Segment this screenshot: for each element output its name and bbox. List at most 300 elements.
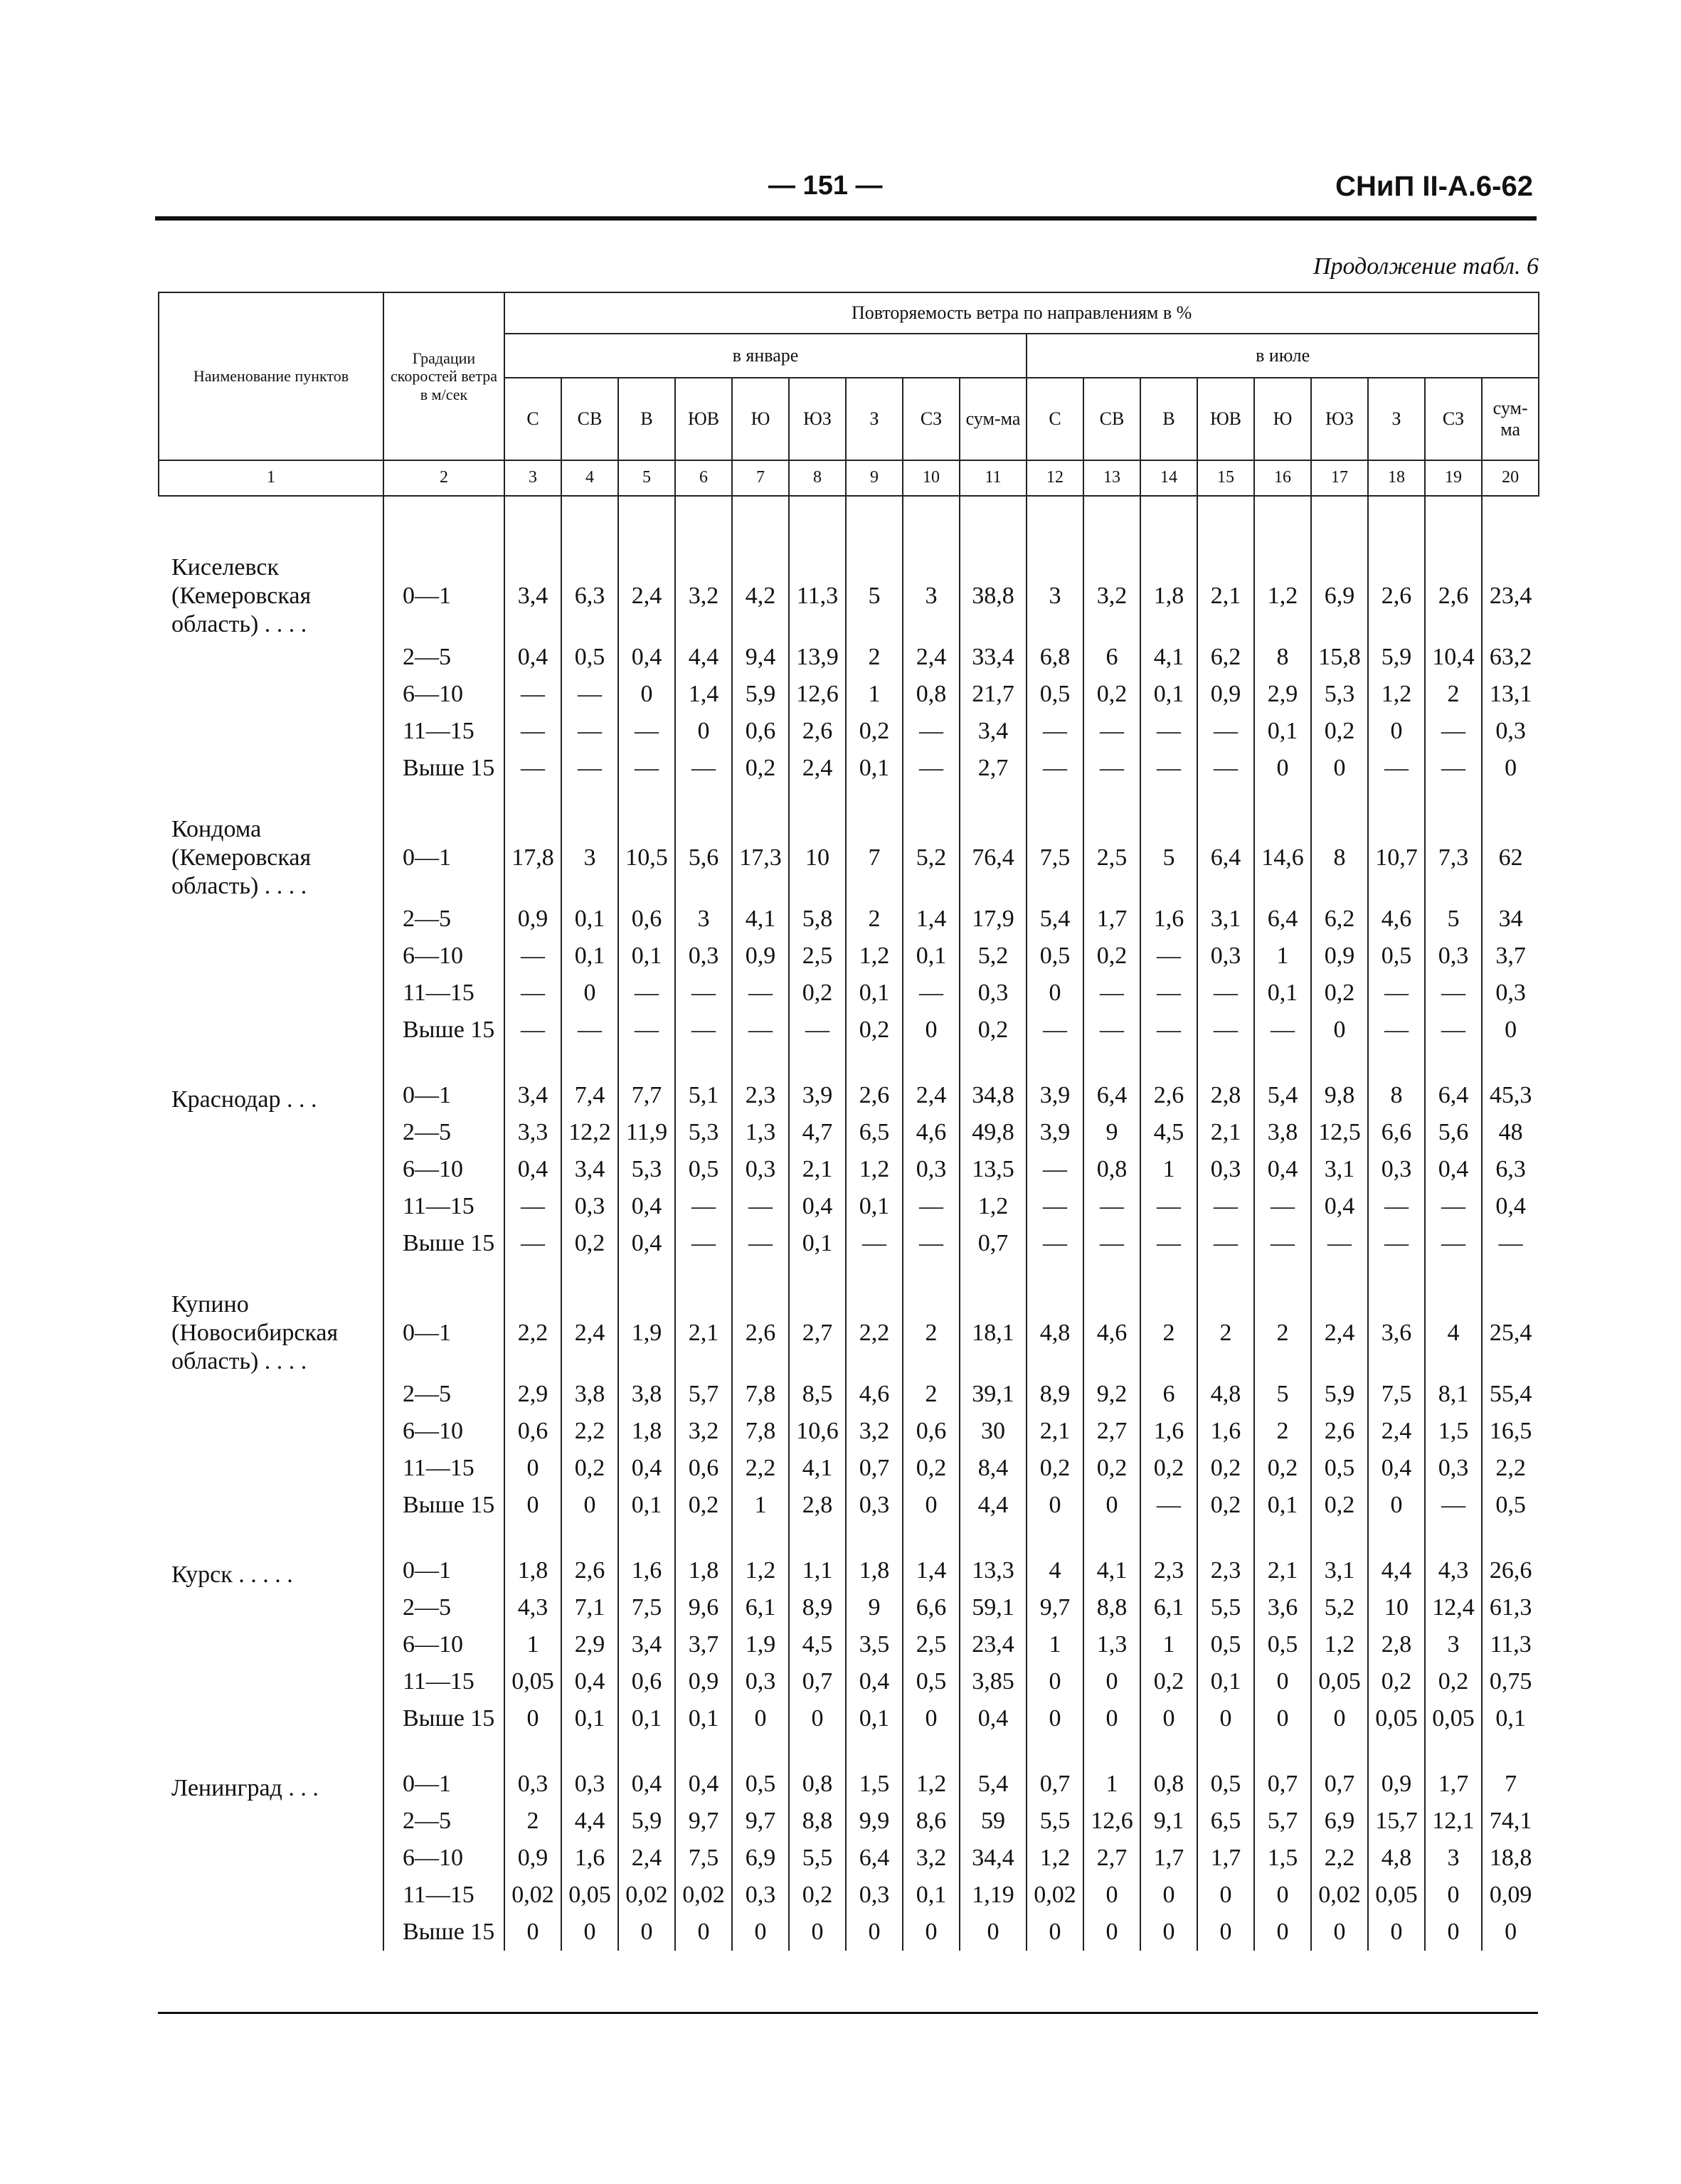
station-name-blank: [159, 1840, 383, 1877]
speed-gradation: 0—1: [383, 1552, 504, 1589]
spacer-cell: [846, 496, 903, 553]
frequency-value: 59: [960, 1803, 1027, 1840]
station-name: Киселевск (Кемеровская область) . . . .: [171, 554, 312, 637]
frequency-value: 1,2: [903, 1766, 960, 1803]
frequency-value: 0,2: [561, 1225, 618, 1262]
frequency-value: 0,02: [618, 1877, 675, 1914]
frequency-value: 0: [675, 713, 732, 750]
frequency-value: 0,6: [618, 901, 675, 938]
spacer-cell: [1425, 1262, 1482, 1290]
frequency-value: 0,1: [618, 1700, 675, 1737]
frequency-value: 8,5: [789, 1376, 846, 1413]
frequency-value: 2,8: [1368, 1626, 1425, 1663]
spacer-cell: [504, 1262, 561, 1290]
spacer-cell: [383, 1737, 504, 1766]
spacer-row: [159, 1262, 1539, 1290]
frequency-value: 11,9: [618, 1114, 675, 1151]
frequency-value: 45,3: [1482, 1077, 1539, 1114]
frequency-value: 0,2: [1311, 975, 1368, 1012]
column-number: 6: [675, 460, 732, 496]
frequency-value: —: [1197, 713, 1254, 750]
frequency-value: —: [618, 1012, 675, 1049]
frequency-value: 34,4: [960, 1840, 1027, 1877]
frequency-value: 3,1: [1311, 1552, 1368, 1589]
frequency-value: 0,2: [1311, 1487, 1368, 1524]
frequency-value: 2,1: [1254, 1552, 1311, 1589]
frequency-value: —: [561, 713, 618, 750]
spacer-cell: [1254, 496, 1311, 553]
frequency-value: 1,2: [960, 1188, 1027, 1225]
spacer-cell: [1140, 1737, 1197, 1766]
frequency-value: 0,1: [561, 901, 618, 938]
frequency-value: —: [504, 750, 561, 787]
frequency-value: 39,1: [960, 1376, 1027, 1413]
spacer-cell: [675, 787, 732, 815]
spacer-row: [159, 1524, 1539, 1552]
frequency-value: 0: [1027, 1914, 1083, 1951]
frequency-value: 5,9: [732, 676, 789, 713]
frequency-value: 0,6: [903, 1413, 960, 1450]
frequency-value: 2,4: [789, 750, 846, 787]
spacer-cell: [1083, 1524, 1140, 1552]
frequency-value: 0,3: [1482, 975, 1539, 1012]
frequency-value: 0: [1254, 1700, 1311, 1737]
frequency-value: 0: [960, 1914, 1027, 1951]
speed-gradation: Выше 15: [383, 750, 504, 787]
frequency-value: —: [732, 1188, 789, 1225]
frequency-value: 7,4: [561, 1077, 618, 1114]
frequency-value: 0,7: [1311, 1766, 1368, 1803]
frequency-value: 0,5: [561, 639, 618, 676]
spacer-cell: [1368, 496, 1425, 553]
frequency-value: 1,7: [1083, 901, 1140, 938]
spacer-cell: [1140, 1049, 1197, 1077]
frequency-value: 7,5: [1368, 1376, 1425, 1413]
page-number: — 151 —: [768, 171, 883, 201]
frequency-value: 0,7: [1254, 1766, 1311, 1803]
frequency-value: 0: [1027, 1700, 1083, 1737]
frequency-value: 5,5: [789, 1840, 846, 1877]
frequency-value: 0: [504, 1450, 561, 1487]
frequency-value: 0,02: [675, 1877, 732, 1914]
table-row: [159, 1290, 1539, 1376]
frequency-value: 0,5: [1482, 1487, 1539, 1524]
column-number: 20: [1482, 460, 1539, 496]
speed-gradation: Выше 15: [383, 1225, 504, 1262]
frequency-value: 0: [1083, 1663, 1140, 1700]
frequency-value: —: [903, 1188, 960, 1225]
frequency-value: —: [1482, 1225, 1539, 1262]
header-station-name: Наименование пунктов: [159, 292, 383, 460]
column-number: 1: [159, 460, 383, 496]
frequency-value: 6,1: [1140, 1589, 1197, 1626]
frequency-value: —: [1368, 1012, 1425, 1049]
frequency-value: —: [1140, 1188, 1197, 1225]
frequency-value: 0,1: [903, 938, 960, 975]
frequency-value: 0,4: [504, 1151, 561, 1188]
frequency-value: 0,3: [504, 1766, 561, 1803]
frequency-value: —: [1425, 1225, 1482, 1262]
frequency-value: 3,4: [504, 1077, 561, 1114]
frequency-value: 5,3: [1311, 676, 1368, 713]
frequency-value: 2,6: [1140, 1077, 1197, 1114]
frequency-value: —: [1083, 750, 1140, 787]
frequency-value: 0,1: [789, 1225, 846, 1262]
frequency-value: 0,4: [1311, 1188, 1368, 1225]
station-name-blank: [159, 1413, 383, 1450]
station-name-blank: [159, 901, 383, 938]
header-wind-frequency: Повторяемость ветра по направлениям в %: [504, 292, 1539, 334]
frequency-value: 18,1: [960, 1290, 1027, 1376]
frequency-value: 0: [1311, 1914, 1368, 1951]
frequency-value: —: [1140, 1012, 1197, 1049]
table-row: [159, 1077, 1539, 1114]
spacer-cell: [1425, 787, 1482, 815]
header-january: в январе: [504, 334, 1027, 378]
frequency-value: 0,6: [618, 1663, 675, 1700]
frequency-value: 4,6: [1083, 1290, 1140, 1376]
frequency-value: 3,3: [504, 1114, 561, 1151]
frequency-value: 10: [789, 815, 846, 901]
frequency-value: 0,1: [561, 938, 618, 975]
frequency-value: 0,1: [618, 938, 675, 975]
frequency-value: —: [1027, 750, 1083, 787]
frequency-value: 0,5: [1027, 676, 1083, 713]
frequency-value: 0,3: [1197, 938, 1254, 975]
frequency-value: 74,1: [1482, 1803, 1539, 1840]
spacer-cell: [846, 787, 903, 815]
frequency-value: 7,7: [618, 1077, 675, 1114]
frequency-value: 0,5: [1027, 938, 1083, 975]
frequency-value: 4,6: [1368, 901, 1425, 938]
spacer-cell: [1311, 1524, 1368, 1552]
spacer-cell: [504, 787, 561, 815]
frequency-value: 0,5: [903, 1663, 960, 1700]
frequency-value: 3,2: [675, 1413, 732, 1450]
frequency-value: 0,4: [675, 1766, 732, 1803]
frequency-value: —: [504, 938, 561, 975]
frequency-value: 0,4: [1368, 1450, 1425, 1487]
frequency-value: 2,4: [618, 553, 675, 639]
frequency-value: 5,7: [1254, 1803, 1311, 1840]
frequency-value: 13,5: [960, 1151, 1027, 1188]
frequency-value: 2,1: [789, 1151, 846, 1188]
frequency-value: 48: [1482, 1114, 1539, 1151]
frequency-value: 5,9: [1311, 1376, 1368, 1413]
frequency-value: 6,9: [732, 1840, 789, 1877]
frequency-value: 7: [1482, 1766, 1539, 1803]
frequency-value: 3,4: [561, 1151, 618, 1188]
frequency-value: 13,9: [789, 639, 846, 676]
frequency-value: 0: [1027, 1663, 1083, 1700]
table-row: [159, 639, 1539, 676]
frequency-value: 2: [846, 901, 903, 938]
frequency-value: 2,6: [1425, 553, 1482, 639]
frequency-value: 3,2: [846, 1413, 903, 1450]
frequency-value: 5: [1140, 815, 1197, 901]
spacer-cell: [789, 1737, 846, 1766]
frequency-value: 0,8: [903, 676, 960, 713]
frequency-value: —: [561, 1012, 618, 1049]
frequency-value: 0,4: [1425, 1151, 1482, 1188]
spacer-cell: [561, 1262, 618, 1290]
frequency-value: 16,5: [1482, 1413, 1539, 1450]
frequency-value: 4,3: [504, 1589, 561, 1626]
spacer-cell: [675, 1049, 732, 1077]
frequency-value: 2,6: [789, 713, 846, 750]
frequency-value: 23,4: [1482, 553, 1539, 639]
frequency-value: 4,8: [1197, 1376, 1254, 1413]
frequency-value: 2: [903, 1290, 960, 1376]
spacer-cell: [789, 496, 846, 553]
spacer-cell: [618, 787, 675, 815]
frequency-value: 0,3: [561, 1188, 618, 1225]
frequency-value: 2,1: [675, 1290, 732, 1376]
frequency-value: 0,5: [675, 1151, 732, 1188]
spacer-cell: [1425, 496, 1482, 553]
frequency-value: 0,2: [1425, 1663, 1482, 1700]
spacer-cell: [561, 1524, 618, 1552]
frequency-value: 3,9: [789, 1077, 846, 1114]
spacer-cell: [504, 1737, 561, 1766]
frequency-value: 0,3: [1368, 1151, 1425, 1188]
spacer-cell: [1425, 1737, 1482, 1766]
spacer-cell: [903, 1049, 960, 1077]
frequency-value: 0,3: [846, 1877, 903, 1914]
frequency-value: 12,1: [1425, 1803, 1482, 1840]
frequency-value: 0: [561, 975, 618, 1012]
frequency-value: 0,2: [789, 975, 846, 1012]
frequency-value: 1: [1140, 1151, 1197, 1188]
frequency-value: 0,2: [1140, 1663, 1197, 1700]
frequency-value: 0: [789, 1914, 846, 1951]
frequency-value: 6,8: [1027, 639, 1083, 676]
frequency-value: 5,9: [1368, 639, 1425, 676]
frequency-value: 0,1: [675, 1700, 732, 1737]
frequency-value: 2,4: [1368, 1413, 1425, 1450]
frequency-value: 9,1: [1140, 1803, 1197, 1840]
spacer-cell: [1254, 1049, 1311, 1077]
frequency-value: 2,1: [1027, 1413, 1083, 1450]
frequency-value: 6,6: [1368, 1114, 1425, 1151]
frequency-value: 2,6: [561, 1552, 618, 1589]
frequency-value: 0: [732, 1700, 789, 1737]
frequency-value: —: [1083, 1188, 1140, 1225]
frequency-value: —: [1368, 1188, 1425, 1225]
frequency-value: 49,8: [960, 1114, 1027, 1151]
frequency-value: 4,5: [789, 1626, 846, 1663]
frequency-value: 8,8: [789, 1803, 846, 1840]
direction-header: ЮВ: [675, 378, 732, 460]
spacer-cell: [383, 787, 504, 815]
spacer-row: [159, 1049, 1539, 1077]
spacer-cell: [159, 1049, 383, 1077]
spacer-cell: [1083, 1737, 1140, 1766]
spacer-cell: [561, 1049, 618, 1077]
frequency-value: 0,9: [1197, 676, 1254, 713]
frequency-value: 6: [1140, 1376, 1197, 1413]
frequency-value: —: [675, 750, 732, 787]
frequency-value: 0,7: [789, 1663, 846, 1700]
table-row: [159, 1188, 1539, 1225]
frequency-value: 2,9: [1254, 676, 1311, 713]
speed-gradation: 6—10: [383, 938, 504, 975]
column-number: 10: [903, 460, 960, 496]
frequency-value: —: [561, 750, 618, 787]
spacer-cell: [960, 496, 1027, 553]
spacer-cell: [789, 1524, 846, 1552]
frequency-value: —: [903, 713, 960, 750]
frequency-value: 0,1: [1254, 1487, 1311, 1524]
frequency-value: 0,3: [1425, 938, 1482, 975]
frequency-value: 1,6: [561, 1840, 618, 1877]
frequency-value: 3,4: [504, 553, 561, 639]
frequency-value: 62: [1482, 815, 1539, 901]
speed-gradation: 2—5: [383, 1589, 504, 1626]
station-name-blank: [159, 1225, 383, 1262]
frequency-value: 10,4: [1425, 639, 1482, 676]
frequency-value: 5,1: [675, 1077, 732, 1114]
frequency-value: 1,2: [1368, 676, 1425, 713]
frequency-value: 3,7: [675, 1626, 732, 1663]
frequency-value: 5,4: [1254, 1077, 1311, 1114]
frequency-value: 5,3: [618, 1151, 675, 1188]
spacer-cell: [960, 1737, 1027, 1766]
speed-gradation: 2—5: [383, 901, 504, 938]
frequency-value: 12,5: [1311, 1114, 1368, 1151]
frequency-value: 1,3: [1083, 1626, 1140, 1663]
frequency-value: 2,7: [1083, 1413, 1140, 1450]
frequency-value: 5,7: [675, 1376, 732, 1413]
frequency-value: 0: [561, 1487, 618, 1524]
spacer-cell: [159, 1262, 383, 1290]
frequency-value: 1,8: [504, 1552, 561, 1589]
frequency-value: 0,2: [1197, 1450, 1254, 1487]
frequency-value: 8,6: [903, 1803, 960, 1840]
column-number: 7: [732, 460, 789, 496]
frequency-value: 0: [1254, 1663, 1311, 1700]
spacer-row: [159, 1737, 1539, 1766]
speed-gradation: 0—1: [383, 1077, 504, 1114]
frequency-value: —: [1083, 975, 1140, 1012]
frequency-value: 5,6: [1425, 1114, 1482, 1151]
frequency-value: 1,19: [960, 1877, 1027, 1914]
table-row: [159, 1151, 1539, 1188]
frequency-value: 7: [846, 815, 903, 901]
frequency-value: 0,6: [504, 1413, 561, 1450]
frequency-value: 2,6: [1368, 553, 1425, 639]
frequency-value: 11,3: [1482, 1626, 1539, 1663]
frequency-value: 4: [1027, 1552, 1083, 1589]
spacer-cell: [1482, 787, 1539, 815]
frequency-value: 10,7: [1368, 815, 1425, 901]
frequency-value: —: [903, 1225, 960, 1262]
frequency-value: 3,1: [1311, 1151, 1368, 1188]
frequency-value: 7,1: [561, 1589, 618, 1626]
column-number: 3: [504, 460, 561, 496]
direction-header: С: [1027, 378, 1083, 460]
column-number: 19: [1425, 460, 1482, 496]
frequency-value: 0: [1140, 1877, 1197, 1914]
frequency-value: —: [504, 1012, 561, 1049]
frequency-value: —: [618, 750, 675, 787]
column-number: 2: [383, 460, 504, 496]
spacer-cell: [1368, 1049, 1425, 1077]
frequency-value: 9,7: [675, 1803, 732, 1840]
table-row: [159, 1877, 1539, 1914]
frequency-value: —: [1140, 1225, 1197, 1262]
header-speed-gradations: Градации скоростей ветра в м/сек: [383, 292, 504, 460]
frequency-value: 2,4: [903, 639, 960, 676]
table-row: [159, 1663, 1539, 1700]
frequency-value: —: [675, 975, 732, 1012]
frequency-value: 4,6: [903, 1114, 960, 1151]
speed-gradation: 2—5: [383, 1114, 504, 1151]
frequency-value: 0: [1368, 713, 1425, 750]
frequency-value: 0,6: [732, 713, 789, 750]
frequency-value: 1,6: [618, 1552, 675, 1589]
frequency-value: 2,1: [1197, 553, 1254, 639]
frequency-value: 14,6: [1254, 815, 1311, 901]
frequency-value: 7,3: [1425, 815, 1482, 901]
station-name-blank: [159, 1914, 383, 1951]
frequency-value: 0,2: [1368, 1663, 1425, 1700]
station-name-blank: [159, 713, 383, 750]
column-number: 13: [1083, 460, 1140, 496]
frequency-value: 8: [1311, 815, 1368, 901]
frequency-value: 0,2: [1311, 713, 1368, 750]
direction-header: Ю: [1254, 378, 1311, 460]
frequency-value: 0,1: [846, 1188, 903, 1225]
frequency-value: 0,05: [1425, 1700, 1482, 1737]
frequency-value: 6,4: [1425, 1077, 1482, 1114]
frequency-value: 0,1: [1140, 676, 1197, 713]
frequency-value: 2,5: [903, 1626, 960, 1663]
frequency-value: —: [1140, 750, 1197, 787]
frequency-value: 0: [504, 1487, 561, 1524]
frequency-value: 3,8: [618, 1376, 675, 1413]
frequency-value: —: [1027, 1188, 1083, 1225]
spacer-cell: [732, 1524, 789, 1552]
spacer-cell: [732, 1737, 789, 1766]
frequency-value: 1,4: [903, 901, 960, 938]
frequency-value: 8: [1368, 1077, 1425, 1114]
frequency-value: —: [504, 713, 561, 750]
frequency-value: 0,4: [1482, 1188, 1539, 1225]
frequency-value: 0,02: [504, 1877, 561, 1914]
table-row: [159, 1552, 1539, 1589]
station-name-blank: [159, 750, 383, 787]
frequency-value: 12,4: [1425, 1589, 1482, 1626]
frequency-value: 2,3: [1197, 1552, 1254, 1589]
spacer-cell: [1254, 1737, 1311, 1766]
frequency-value: 0,3: [561, 1766, 618, 1803]
spacer-cell: [1311, 1737, 1368, 1766]
frequency-value: 10,5: [618, 815, 675, 901]
frequency-value: 0: [1482, 750, 1539, 787]
frequency-value: 2: [1254, 1290, 1311, 1376]
frequency-value: 1,6: [1140, 901, 1197, 938]
spacer-cell: [1027, 1524, 1083, 1552]
frequency-value: 1,1: [789, 1552, 846, 1589]
spacer-cell: [1197, 1524, 1254, 1552]
frequency-value: 0,3: [732, 1663, 789, 1700]
speed-gradation: 11—15: [383, 713, 504, 750]
frequency-value: 6,4: [1254, 901, 1311, 938]
speed-gradation: 2—5: [383, 639, 504, 676]
frequency-value: 5: [846, 553, 903, 639]
frequency-value: 6,3: [561, 553, 618, 639]
